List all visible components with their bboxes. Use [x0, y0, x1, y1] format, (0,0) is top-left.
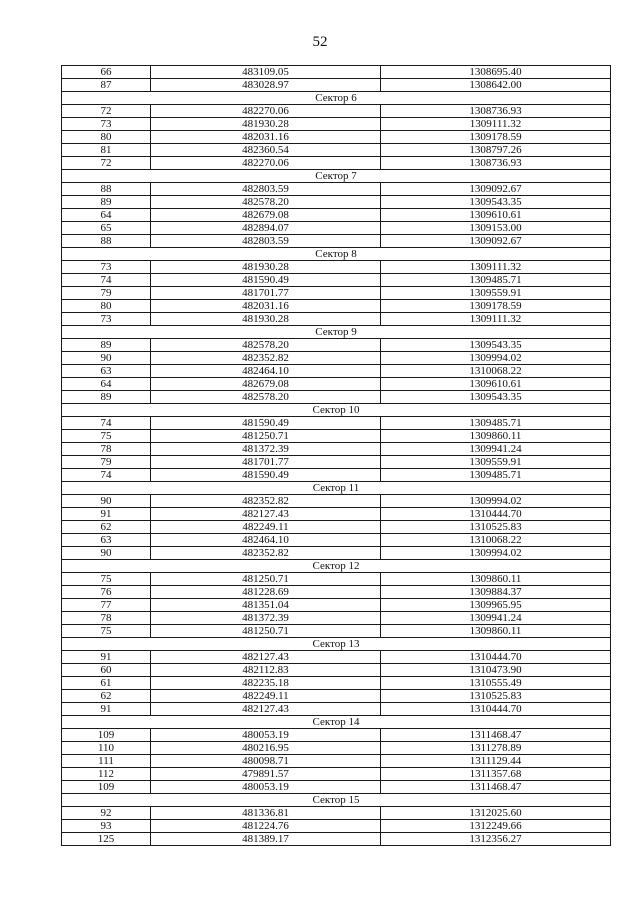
x-coordinate-cell: 479891.57 — [151, 768, 381, 781]
y-coordinate-cell: 1311468.47 — [381, 729, 611, 742]
point-number-cell: 65 — [62, 222, 151, 235]
table-row — [62, 261, 611, 274]
table-row — [62, 729, 611, 742]
x-coordinate-cell: 482803.59 — [151, 235, 381, 248]
x-coordinate-cell: 481930.28 — [151, 261, 381, 274]
y-coordinate-cell: 1309965.95 — [381, 599, 611, 612]
table-row — [62, 365, 611, 378]
x-coordinate-cell: 480053.19 — [151, 781, 381, 794]
point-number-cell: 87 — [62, 79, 151, 92]
x-coordinate-cell: 481250.71 — [151, 573, 381, 586]
x-coordinate-cell: 481250.71 — [151, 625, 381, 638]
x-coordinate-cell: 483028.97 — [151, 79, 381, 92]
x-coordinate-cell: 482270.06 — [151, 105, 381, 118]
table-row — [62, 651, 611, 664]
x-coordinate-cell: 481389.17 — [151, 833, 381, 846]
x-coordinate-cell: 481930.28 — [151, 118, 381, 131]
point-number-cell: 88 — [62, 235, 151, 248]
table-row — [62, 768, 611, 781]
point-number-cell: 92 — [62, 807, 151, 820]
table-row — [62, 833, 611, 846]
point-number-cell: 63 — [62, 365, 151, 378]
y-coordinate-cell: 1310473.90 — [381, 664, 611, 677]
y-coordinate-cell: 1309610.61 — [381, 209, 611, 222]
x-coordinate-cell: 482249.11 — [151, 690, 381, 703]
coordinates-table — [61, 65, 611, 846]
y-coordinate-cell: 1312025.60 — [381, 807, 611, 820]
x-coordinate-cell: 482679.08 — [151, 209, 381, 222]
x-coordinate-cell: 481930.28 — [151, 313, 381, 326]
point-number-cell: 73 — [62, 261, 151, 274]
sector-header-row — [62, 482, 611, 495]
point-number-cell: 89 — [62, 196, 151, 209]
point-number-cell: 66 — [62, 66, 151, 79]
x-coordinate-cell: 482578.20 — [151, 391, 381, 404]
table-row — [62, 625, 611, 638]
y-coordinate-cell: 1310444.70 — [381, 508, 611, 521]
table-row — [62, 664, 611, 677]
x-coordinate-cell: 482127.43 — [151, 703, 381, 716]
table-row — [62, 391, 611, 404]
sector-header-row — [62, 716, 611, 729]
table-row — [62, 547, 611, 560]
x-coordinate-cell: 481228.69 — [151, 586, 381, 599]
y-coordinate-cell: 1309994.02 — [381, 547, 611, 560]
y-coordinate-cell: 1312249.66 — [381, 820, 611, 833]
point-number-cell: 62 — [62, 690, 151, 703]
point-number-cell: 72 — [62, 105, 151, 118]
table-row — [62, 612, 611, 625]
x-coordinate-cell: 481351.04 — [151, 599, 381, 612]
x-coordinate-cell: 480216.95 — [151, 742, 381, 755]
x-coordinate-cell: 482112.83 — [151, 664, 381, 677]
y-coordinate-cell: 1309092.67 — [381, 235, 611, 248]
table-row — [62, 274, 611, 287]
point-number-cell: 81 — [62, 144, 151, 157]
table-row — [62, 586, 611, 599]
x-coordinate-cell: 481590.49 — [151, 417, 381, 430]
x-coordinate-cell: 482679.08 — [151, 378, 381, 391]
x-coordinate-cell: 482352.82 — [151, 495, 381, 508]
x-coordinate-cell: 480098.71 — [151, 755, 381, 768]
point-number-cell: 88 — [62, 183, 151, 196]
y-coordinate-cell: 1309092.67 — [381, 183, 611, 196]
x-coordinate-cell: 481590.49 — [151, 274, 381, 287]
point-number-cell: 75 — [62, 573, 151, 586]
y-coordinate-cell: 1309178.59 — [381, 131, 611, 144]
y-coordinate-cell: 1310444.70 — [381, 651, 611, 664]
table-row — [62, 300, 611, 313]
point-number-cell: 109 — [62, 781, 151, 794]
table-row — [62, 599, 611, 612]
x-coordinate-cell: 482894.07 — [151, 222, 381, 235]
y-coordinate-cell: 1311468.47 — [381, 781, 611, 794]
y-coordinate-cell: 1309994.02 — [381, 352, 611, 365]
x-coordinate-cell: 482270.06 — [151, 157, 381, 170]
table-row — [62, 157, 611, 170]
table-row — [62, 144, 611, 157]
table-row — [62, 508, 611, 521]
y-coordinate-cell: 1310555.49 — [381, 677, 611, 690]
point-number-cell: 80 — [62, 300, 151, 313]
x-coordinate-cell: 482352.82 — [151, 547, 381, 560]
sector-header-row — [62, 404, 611, 417]
point-number-cell: 75 — [62, 430, 151, 443]
table-row — [62, 235, 611, 248]
point-number-cell: 93 — [62, 820, 151, 833]
y-coordinate-cell: 1309559.91 — [381, 287, 611, 300]
point-number-cell: 74 — [62, 417, 151, 430]
point-number-cell: 76 — [62, 586, 151, 599]
y-coordinate-cell: 1311278.89 — [381, 742, 611, 755]
sector-header-row — [62, 248, 611, 261]
point-number-cell: 90 — [62, 495, 151, 508]
y-coordinate-cell: 1311129.44 — [381, 755, 611, 768]
point-number-cell: 109 — [62, 729, 151, 742]
table-row — [62, 430, 611, 443]
sector-title: Сектор 9 — [62, 326, 611, 339]
x-coordinate-cell: 482235.18 — [151, 677, 381, 690]
point-number-cell: 91 — [62, 508, 151, 521]
x-coordinate-cell: 481250.71 — [151, 430, 381, 443]
table-row — [62, 378, 611, 391]
y-coordinate-cell: 1309111.32 — [381, 261, 611, 274]
table-row — [62, 287, 611, 300]
table-row — [62, 417, 611, 430]
table-row — [62, 742, 611, 755]
point-number-cell: 74 — [62, 274, 151, 287]
y-coordinate-cell: 1309860.11 — [381, 430, 611, 443]
y-coordinate-cell: 1310444.70 — [381, 703, 611, 716]
sector-title: Сектор 8 — [62, 248, 611, 261]
y-coordinate-cell: 1309111.32 — [381, 313, 611, 326]
y-coordinate-cell: 1310068.22 — [381, 365, 611, 378]
y-coordinate-cell: 1309178.59 — [381, 300, 611, 313]
x-coordinate-cell: 482360.54 — [151, 144, 381, 157]
point-number-cell: 64 — [62, 209, 151, 222]
table-row — [62, 339, 611, 352]
table-row — [62, 313, 611, 326]
x-coordinate-cell: 482352.82 — [151, 352, 381, 365]
y-coordinate-cell: 1309153.00 — [381, 222, 611, 235]
sector-header-row — [62, 92, 611, 105]
x-coordinate-cell: 481336.81 — [151, 807, 381, 820]
y-coordinate-cell: 1308797.26 — [381, 144, 611, 157]
y-coordinate-cell: 1309485.71 — [381, 274, 611, 287]
x-coordinate-cell: 482464.10 — [151, 534, 381, 547]
x-coordinate-cell: 483109.05 — [151, 66, 381, 79]
sector-header-row — [62, 638, 611, 651]
x-coordinate-cell: 482464.10 — [151, 365, 381, 378]
point-number-cell: 60 — [62, 664, 151, 677]
table-row — [62, 209, 611, 222]
sector-header-row — [62, 170, 611, 183]
point-number-cell: 61 — [62, 677, 151, 690]
sector-header-row — [62, 326, 611, 339]
point-number-cell: 63 — [62, 534, 151, 547]
point-number-cell: 75 — [62, 625, 151, 638]
point-number-cell: 90 — [62, 352, 151, 365]
x-coordinate-cell: 481224.76 — [151, 820, 381, 833]
coordinates-table-body — [62, 66, 611, 846]
table-row — [62, 352, 611, 365]
point-number-cell: 79 — [62, 287, 151, 300]
table-row — [62, 443, 611, 456]
table-row — [62, 781, 611, 794]
x-coordinate-cell: 482578.20 — [151, 339, 381, 352]
point-number-cell: 78 — [62, 443, 151, 456]
sector-header-row — [62, 560, 611, 573]
point-number-cell: 77 — [62, 599, 151, 612]
sector-title: Сектор 12 — [62, 560, 611, 573]
table-row — [62, 79, 611, 92]
point-number-cell: 64 — [62, 378, 151, 391]
x-coordinate-cell: 482127.43 — [151, 651, 381, 664]
x-coordinate-cell: 482803.59 — [151, 183, 381, 196]
x-coordinate-cell: 481590.49 — [151, 469, 381, 482]
x-coordinate-cell: 481372.39 — [151, 443, 381, 456]
y-coordinate-cell: 1308642.00 — [381, 79, 611, 92]
y-coordinate-cell: 1309111.32 — [381, 118, 611, 131]
x-coordinate-cell: 480053.19 — [151, 729, 381, 742]
point-number-cell: 111 — [62, 755, 151, 768]
sector-header-row — [62, 794, 611, 807]
y-coordinate-cell: 1309485.71 — [381, 469, 611, 482]
point-number-cell: 112 — [62, 768, 151, 781]
table-row — [62, 677, 611, 690]
y-coordinate-cell: 1309559.91 — [381, 456, 611, 469]
y-coordinate-cell: 1308695.40 — [381, 66, 611, 79]
x-coordinate-cell: 481372.39 — [151, 612, 381, 625]
table-row — [62, 690, 611, 703]
table-row — [62, 521, 611, 534]
point-number-cell: 91 — [62, 703, 151, 716]
table-row — [62, 118, 611, 131]
x-coordinate-cell: 481701.77 — [151, 287, 381, 300]
point-number-cell: 78 — [62, 612, 151, 625]
table-row — [62, 703, 611, 716]
table-row — [62, 222, 611, 235]
table-row — [62, 66, 611, 79]
point-number-cell: 91 — [62, 651, 151, 664]
point-number-cell: 110 — [62, 742, 151, 755]
y-coordinate-cell: 1309543.35 — [381, 391, 611, 404]
x-coordinate-cell: 482127.43 — [151, 508, 381, 521]
sector-title: Сектор 11 — [62, 482, 611, 495]
table-row — [62, 755, 611, 768]
x-coordinate-cell: 482031.16 — [151, 131, 381, 144]
point-number-cell: 80 — [62, 131, 151, 144]
y-coordinate-cell: 1309610.61 — [381, 378, 611, 391]
y-coordinate-cell: 1310525.83 — [381, 690, 611, 703]
sector-title: Сектор 7 — [62, 170, 611, 183]
table-row — [62, 469, 611, 482]
table-row — [62, 534, 611, 547]
sector-title: Сектор 13 — [62, 638, 611, 651]
y-coordinate-cell: 1311357.68 — [381, 768, 611, 781]
point-number-cell: 62 — [62, 521, 151, 534]
x-coordinate-cell: 482578.20 — [151, 196, 381, 209]
y-coordinate-cell: 1309884.37 — [381, 586, 611, 599]
y-coordinate-cell: 1309860.11 — [381, 573, 611, 586]
y-coordinate-cell: 1309860.11 — [381, 625, 611, 638]
table-row — [62, 131, 611, 144]
table-row — [62, 820, 611, 833]
table-row — [62, 495, 611, 508]
table-row — [62, 573, 611, 586]
sector-title: Сектор 14 — [62, 716, 611, 729]
y-coordinate-cell: 1310068.22 — [381, 534, 611, 547]
y-coordinate-cell: 1309941.24 — [381, 612, 611, 625]
y-coordinate-cell: 1309485.71 — [381, 417, 611, 430]
y-coordinate-cell: 1309941.24 — [381, 443, 611, 456]
sector-title: Сектор 10 — [62, 404, 611, 417]
y-coordinate-cell: 1309543.35 — [381, 196, 611, 209]
y-coordinate-cell: 1310525.83 — [381, 521, 611, 534]
sector-title: Сектор 15 — [62, 794, 611, 807]
x-coordinate-cell: 481701.77 — [151, 456, 381, 469]
point-number-cell: 90 — [62, 547, 151, 560]
point-number-cell: 89 — [62, 391, 151, 404]
table-row — [62, 456, 611, 469]
point-number-cell: 74 — [62, 469, 151, 482]
y-coordinate-cell: 1308736.93 — [381, 105, 611, 118]
x-coordinate-cell: 482031.16 — [151, 300, 381, 313]
sector-title: Сектор 6 — [62, 92, 611, 105]
y-coordinate-cell: 1312356.27 — [381, 833, 611, 846]
y-coordinate-cell: 1309543.35 — [381, 339, 611, 352]
point-number-cell: 72 — [62, 157, 151, 170]
page-number: 52 — [312, 34, 328, 50]
point-number-cell: 73 — [62, 313, 151, 326]
point-number-cell: 125 — [62, 833, 151, 846]
table-row — [62, 105, 611, 118]
table-row — [62, 183, 611, 196]
table-row — [62, 196, 611, 209]
table-row — [62, 807, 611, 820]
y-coordinate-cell: 1309994.02 — [381, 495, 611, 508]
point-number-cell: 79 — [62, 456, 151, 469]
point-number-cell: 73 — [62, 118, 151, 131]
x-coordinate-cell: 482249.11 — [151, 521, 381, 534]
point-number-cell: 89 — [62, 339, 151, 352]
y-coordinate-cell: 1308736.93 — [381, 157, 611, 170]
